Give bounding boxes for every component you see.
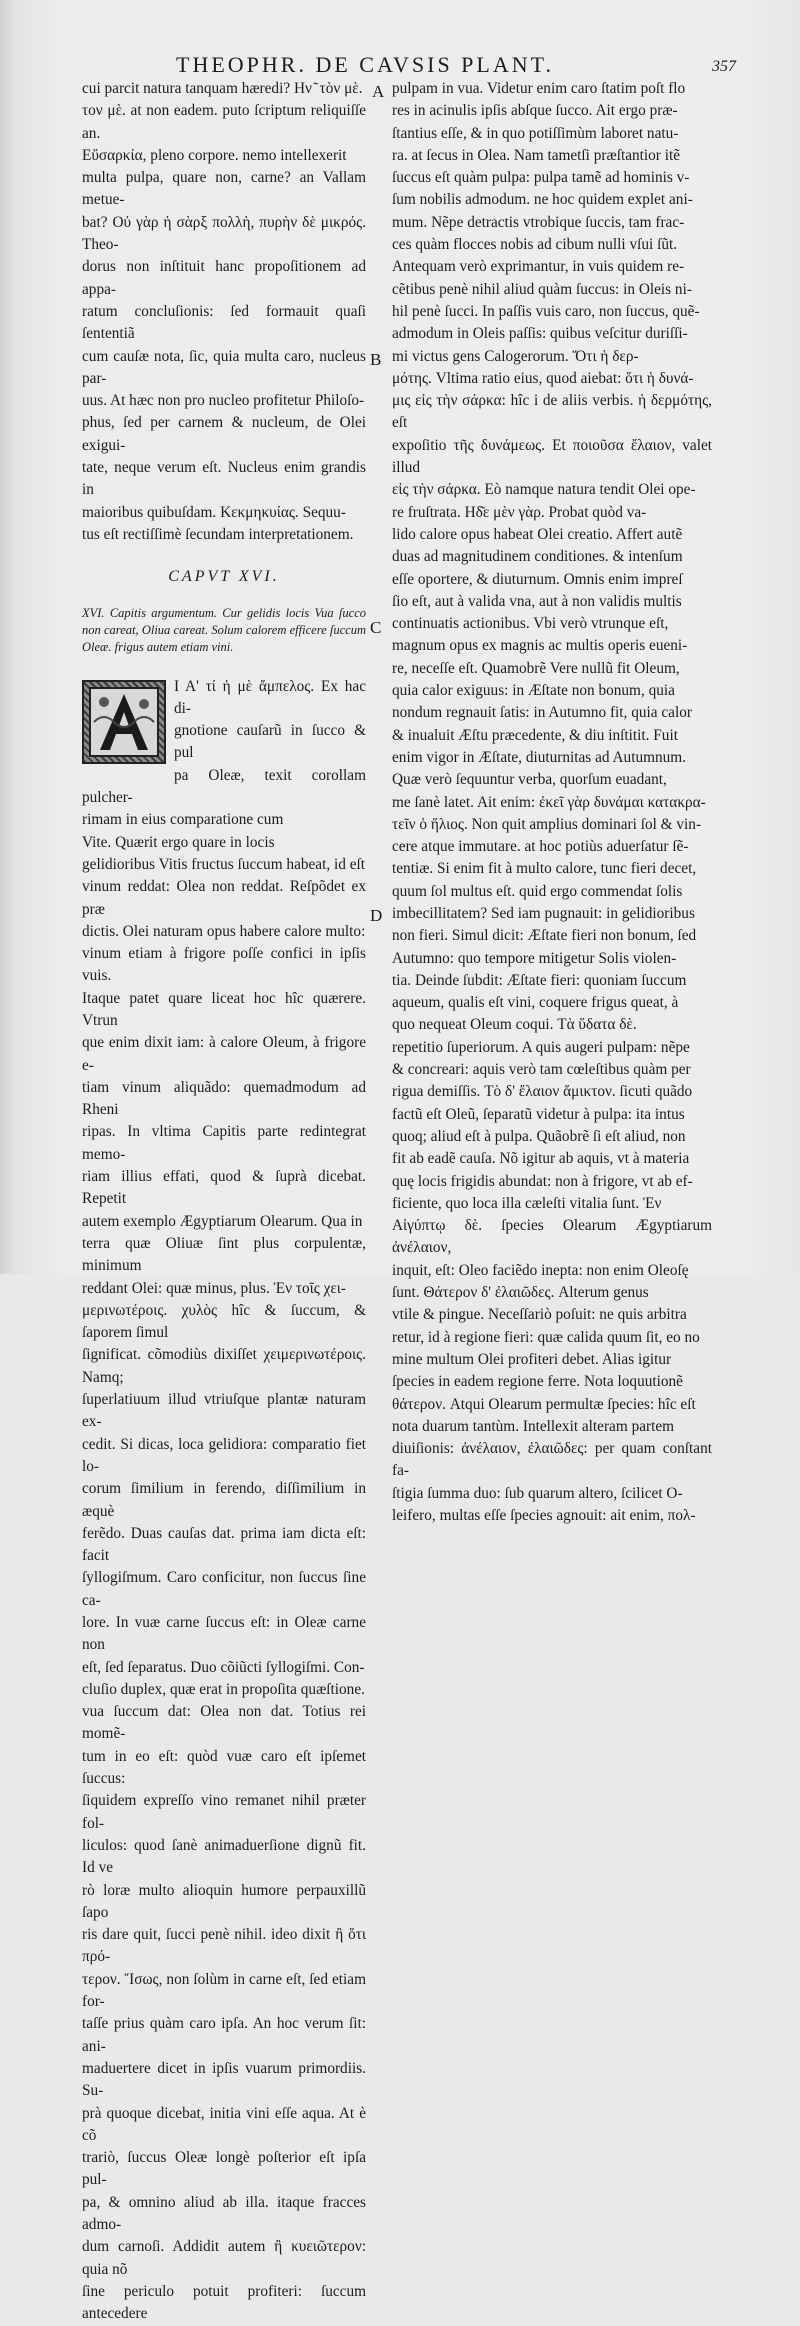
right-column-text	[392, 78, 712, 1527]
text-line: ſum nobilis admodum. ne hoc quidem explet ani-	[392, 191, 693, 209]
text-line: repetitio ſuperiorum. A quis augeri pulpam: nẽpe	[392, 1038, 690, 1056]
text-line: ficiente, quo loca illa cæleſti vitalia ſunt. Ἐν	[392, 1194, 662, 1212]
text-line: riam illius effati, quod & ſuprà dicebat. Repetit	[82, 1168, 366, 1208]
text-line: τεῖν ὁ ἥλιος. Non quit amplius dominari ſol & vin-	[392, 815, 702, 833]
text-line: gnotione cauſarũ in ſucco & pul	[174, 722, 366, 762]
text-line: tate, neque verum eſt. Nucleus enim grandis in	[82, 459, 366, 499]
text-line: quum ſol multus eſt. quid ergo commendat ſolis	[392, 882, 683, 900]
text-line: non fieri. Simul dicit: Æſtate fieri non bonum, ſed	[392, 927, 697, 945]
decorated-initial-icon	[82, 680, 166, 764]
text-line: tum in eo eſt: quòd vuæ caro eſt ipſemet ſuccus:	[82, 1747, 366, 1788]
text-line: nondum regnauit ſatis: in Autumno fit, quia calor	[392, 704, 692, 722]
text-line: ſuccus eſt quàm pulpa: pulpa tamẽ ad hominis v-	[392, 169, 690, 187]
text-line: ra. at ſecus in Olea. Nam tametſi præſtantior itẽ	[392, 146, 680, 164]
running-head: THEOPHR. DE CAVSIS PLANT.	[176, 52, 554, 77]
text-line: trariò, ſuccus Oleæ longè poſterior eſt ipſa pul-	[82, 2149, 366, 2189]
text-line: dictis. Olei naturam opus habere calore multo:	[82, 922, 366, 940]
text-line: mine multum Olei profiteri debet. Alias igitur	[392, 1350, 672, 1368]
text-line: μερινωτέροις. χυλὸς hîc & ſuccum, & ſaporem ſimul	[82, 1301, 366, 1342]
text-line: ratum concluſionis: ſed formauit quaſi ſententiã	[82, 302, 366, 343]
text-line: cum cauſæ nota, ſic, quia multa caro, nucleus par-	[82, 347, 366, 387]
text-line: uus. At hæc non pro nucleo profitetur Philoſo-	[82, 392, 365, 410]
chapter-heading: CAPVT XVI.	[168, 568, 280, 586]
text-line: enim vigor in Æſtate, diuturnitas ad Autumnum.	[392, 748, 687, 766]
text-line: I A' τί ἡ μὲ ἄμπελος. Ex hac di-	[174, 677, 366, 717]
text-line: tentiæ. Si enim fit à multo calore, tunc fieri decet,	[392, 860, 697, 878]
text-line: ſtantius eſſe, & in quo potiſſimùm laboret natu-	[392, 124, 679, 142]
text-line: cẽtibus penè nihil aliud quàm ſuccus: in Oleis ni-	[392, 280, 692, 298]
text-line: ſignificat. cõmodiùs dixiſſet χειμερινωτέροις. Namq;	[82, 1346, 366, 1386]
text-line: fit ab eadẽ cauſa. Nõ igitur ab aquis, vt à materia	[392, 1150, 690, 1168]
text-line: Εὔσαρκία, pleno corpore. nemo intellexerit	[82, 146, 347, 164]
text-line: ſpecies in eadem regione ferre. Nota loquutionẽ	[392, 1373, 683, 1391]
commentary-paragraph	[82, 78, 366, 546]
text-line: ſine periculo potuit profiteri: ſuccum antecedere	[82, 2282, 366, 2323]
text-line: & concreari: aquis verò tam cœleſtibus quàm per	[392, 1061, 691, 1079]
text-line: mi victus gens Calogerorum. Ὅτι ἡ δερ-	[392, 347, 639, 365]
text-line: maioribus quibuſdam. Κεκμηκυίας. Sequu-	[82, 503, 346, 521]
text-line: μότης. Vltima ratio eius, quod aiebat: ὅτι ἡ δυνά-	[392, 369, 694, 387]
text-line: pa Oleæ, texit corollam pulcher-	[82, 766, 366, 807]
text-line: vinum etiam à frigore poſſe confici in ipſis vuis.	[82, 945, 366, 985]
text-line: taſſe prius quàm caro ipſa. An hoc verum ſit: ani-	[82, 2015, 366, 2055]
text-line: ſiquidem expreſſo vino remanet nihil præter fol-	[82, 1792, 366, 1832]
text-line: τον μὲ. at non eadem. puto ſcriptum reliquiſſe an.	[82, 102, 366, 142]
text-line: eſſe oportere, & diuturnum. Omnis enim impreſ	[392, 570, 683, 588]
text-line: magnum opus ex magnis ac multis operis eueni-	[392, 637, 688, 655]
text-line: maduertere dicet in ipſis vuarum primordiis. Su-	[82, 2059, 366, 2100]
text-line: mum. Nẽpe detractis vtrobique ſuccis, tam frac-	[392, 213, 685, 231]
text-line: ſuperlatiuum illud vtriuſque plantæ naturam ex-	[82, 1391, 366, 1431]
text-line: & inualuit Æſtu præcedente, & diu inſtitit. Fuit	[392, 726, 678, 744]
text-line: re, neceſſe eſt. Quamobrẽ Vere nullũ fit Oleum,	[392, 659, 680, 677]
text-line: tus eſt rectiſſimè ſecundam interpretationem.	[82, 525, 354, 543]
text-line: me ſanè latet. Ait enim: ἐκεῖ γὰρ δυνάμαι κατακρα-	[392, 793, 706, 811]
text-line: factũ eſt Oleũ, ſeparatũ videtur à pulpa: ita intus	[392, 1105, 685, 1123]
text-line: vinum reddat: Olea non reddat. Reſpõdet ex præ	[82, 878, 366, 918]
text-line: continuatis actionibus. Vbi verò vtrunque eſt,	[392, 615, 669, 633]
text-line: rimam in eius comparatione cum	[82, 811, 284, 829]
text-line: res in acinulis ipſis abſque ſucco. Ait ergo præ-	[392, 102, 678, 120]
text-line: τερον. Ἴσως, non ſolùm in carne eſt, ſed etiam for-	[82, 1970, 366, 2011]
text-line: ſtigia ſumma duo: ſub quarum altero, ſcilicet O-	[392, 1484, 683, 1502]
text-line: bat? Οὐ γὰρ ἡ σὰρξ πολλὴ, πυρὴν δὲ μικρός. Theo-	[82, 213, 366, 254]
chapter-argument: XVI. Capitis argumentum. Cur gelidis locis Vua ſucco non careat, Oliua careat. Solum calorem efficere ſuccum Oleæ. frigus autem etiam vini.	[82, 605, 366, 654]
text-line: terra quæ Oliuæ ſint plus corpulentæ, minimum	[82, 1234, 366, 1275]
text-line: inquit, eſt: Oleo faciẽdo inepta: non enim Oleoſę	[392, 1261, 689, 1279]
text-line: Vite. Quærit ergo quare in locis	[82, 833, 275, 851]
right-column	[392, 78, 712, 1527]
text-line: prà quoque dicebat, initia vini eſſe aqua. At è cõ	[82, 2104, 366, 2144]
text-line: Itaque patet quare liceat hoc hîc quærere. Vtrun	[82, 989, 366, 1029]
text-line: nota duarum tantùm. Intellexit alteram partem	[392, 1417, 675, 1435]
text-line: ces quàm flocces nobis ad cibum nulli vſui ſũt.	[392, 236, 678, 254]
text-line: vtile & pingue. Neceſſariò poſuit: ne quis arbitra	[392, 1306, 687, 1324]
text-line: rigua demiſſis. Τὸ δ' ἔλαιον ἄμικτον. ſicuti quãdo	[392, 1083, 693, 1101]
text-line: eſt, ſed ſeparatus. Duo cõiũcti ſyllogiſmi. Con-	[82, 1658, 365, 1676]
text-line: Antequam verò exprimantur, in vuis quidem re-	[392, 258, 685, 276]
text-line: corum ſimilium in ferendo, diſſimilium in æquè	[82, 1480, 366, 1520]
text-line: pulpam in vua. Videtur enim caro ſtatim poſt flo	[392, 80, 686, 97]
text-line: cui parcit natura tanquam hæredi? Hν ͂ τὸν μὲ.	[82, 80, 363, 97]
margin-letter-a: A	[372, 82, 385, 101]
text-line: ripas. In vltima Capitis parte redintegrat memo-	[82, 1123, 366, 1163]
text-line: rò loræ multo alioquin humore perpauxillũ ſapo	[82, 1881, 366, 1921]
text-line: retur, id à regione fieri: quæ calida quum ſit, eo no	[392, 1328, 700, 1346]
text-line: autem exemplo Ægyptiarum Olearum. Qua in	[82, 1212, 363, 1230]
text-line: duas ad magnitudinem conditiones. & intenſum	[392, 548, 683, 566]
text-line: quo nequeat Oleum coqui. Τὰ ὕδατα δὲ.	[392, 1016, 637, 1034]
text-line: Αἰγύπτῳ δὲ. ſpecies Olearum Ægyptiarum ἀνέλαιον,	[392, 1217, 712, 1257]
text-line: vua ſuccum dat: Olea non dat. Totius rei momẽ-	[82, 1703, 366, 1743]
text-line: μις εἰς τὴν σάρκα: hîc i de aliis verbis. ἡ δερμότης, eſt	[392, 392, 712, 432]
chapter-body	[82, 676, 366, 2326]
text-line: quoq; aliud eſt à pulpa. Quãobrẽ ſi eſt aliud, non	[392, 1127, 686, 1145]
text-line: ſio eſt, aut à valida vna, aut à non validis multis	[392, 592, 682, 610]
text-line: liculos: quod ſanè animaduerſione dignũ fit. Id ve	[82, 1836, 366, 1877]
text-line: phus, ſed per carnem & nucleum, de Olei exigui-	[82, 414, 366, 454]
text-line: lido calore opus habeat Olei creatio. Affert autẽ	[392, 525, 683, 543]
text-line: tia. Deinde ſubdit: Æſtate fieri: quoniam ſuccum	[392, 971, 687, 989]
text-line: leifero, multas eſſe ſpecies agnouit: ait enim, πολ-	[392, 1507, 696, 1524]
text-line: lore. In vuæ carne ſuccus eſt: in Oleæ carne non	[82, 1614, 366, 1654]
text-line: que enim dixit iam: à calore Oleum, à frigore e-	[82, 1034, 366, 1074]
text-line: cedit. Si dicas, loca gelidiora: comparatio fiet lo-	[82, 1435, 366, 1475]
text-line: re fruſtrata. Ηδ͂ε μὲν γὰρ. Probat quòd va-	[392, 503, 647, 521]
margin-letter-d: D	[370, 906, 383, 925]
text-line: ſyllogiſmum. Caro conficitur, non ſuccus ſine ca-	[82, 1569, 366, 1609]
text-line: hil penè ſucci. In paſſis vuis caro, non ſuccus, quẽ-	[392, 302, 700, 320]
text-line: Autumno: quo tempore mitigetur Solis violen-	[392, 949, 677, 967]
text-line: dum carnoſi. Addidit autem ἢ κυειῶτερον: quia nõ	[82, 2238, 366, 2278]
text-line: reddant Olei: quæ minus, plus. Ἐν τοῖς χει-	[82, 1279, 347, 1297]
text-line: θάτερον. Atqui Olearum permultæ ſpecies: hîc eſt	[392, 1395, 696, 1413]
text-line: pa, & omnino aliud ab illa. itaque fracces admo-	[82, 2193, 366, 2234]
text-line: ris dare quit, ſucci penè nihil. ideo dixit ἢ ὅτι πρό-	[82, 1926, 366, 1966]
text-line: expoſitio τῆς δυνάμεως. Et ποιοῦσα ἔλαιον, valet illud	[392, 436, 712, 477]
text-line: ſunt. Θάτερον δ' ἐλαιῶδες. Alterum genus	[392, 1284, 649, 1302]
text-line: admodum in Oleis paſſis: quibus veſcitur duriſſi-	[392, 325, 688, 343]
text-line: cluſio duplex, quæ erat in propoſita quæſtione.	[82, 1680, 365, 1698]
text-line: quę locis frigidis abundat: non à frigore, vt ab ef-	[392, 1172, 693, 1190]
margin-letter-b: B	[370, 350, 382, 369]
margin-letter-c: C	[370, 618, 382, 637]
page-number: 357	[712, 58, 736, 75]
text-line: dorus non inſtituit hanc propoſitionem ad appa-	[82, 258, 366, 298]
text-line: Quæ verò ſequuntur verba, quorſum euadant,	[392, 771, 667, 789]
text-line: tiam vinum aliquãdo: quemadmodum ad Rheni	[82, 1078, 366, 1119]
text-line: gelidioribus Vitis fructus ſuccum habeat, id eſt	[82, 855, 366, 873]
text-line: εἰς τὴν σάρκα. Eò namque natura tendit Olei ope-	[392, 481, 696, 499]
text-line: cere atque immutare. at hoc potiùs aduerſatur ſẽ-	[392, 838, 689, 856]
text-line: multa pulpa, quare non, carne? an Vallam metue-	[82, 169, 366, 209]
left-column	[82, 78, 366, 2326]
text-line: imbecillitatem? Sed iam pugnauit: in gelidioribus	[392, 904, 695, 922]
text-line: aqueum, qualis eſt vini, coquere frigus queat, à	[392, 994, 679, 1012]
text-line: ferẽdo. Duas cauſas dat. prima iam dicta eſt: facit	[82, 1524, 366, 1565]
text-line: quia calor exiguus: in Æſtate non bonum, quia	[392, 682, 675, 700]
text-line: diuiſionis: ἀνέλαιον, ἐλαιῶδες: per quam conſtant fa-	[392, 1440, 712, 1480]
